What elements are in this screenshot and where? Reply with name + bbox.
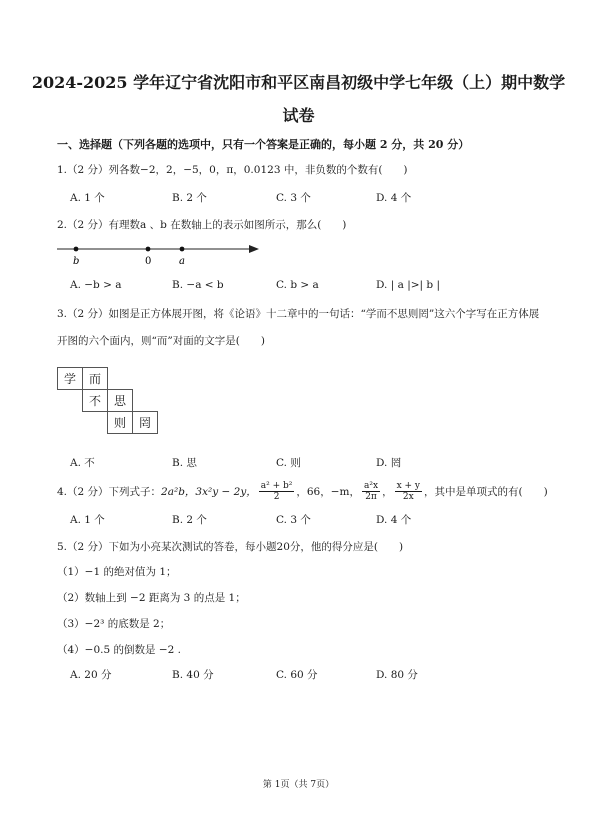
net-cell-xue: 学: [57, 367, 83, 390]
q3-option-b: B. 思: [172, 457, 197, 469]
q4-option-a: A. 1 个: [70, 514, 105, 526]
paper-title-line2: 试卷: [282, 106, 315, 125]
net-cell-bu: 不: [82, 389, 108, 412]
q4-stem-pre: 4.（2 分）下列式子：: [57, 485, 162, 498]
label-b: b: [73, 256, 80, 267]
q5-item-2: （2）数轴上到 −2 距离为 3 的点是 1；: [57, 592, 246, 604]
cube-net-figure: [57, 367, 167, 447]
question-2-stem: 2.（2 分）有理数a 、b 在数轴上的表示如图所示，那么( ): [57, 219, 347, 231]
q1-option-d: D. 4 个: [376, 192, 412, 204]
q5-item-4: （4）−0.5 的倒数是 −2 .: [57, 644, 182, 656]
point-a: [180, 247, 185, 252]
q4-expr-1: 2a²b，: [161, 485, 196, 498]
q4-expr-3: ，66，−m，: [296, 485, 360, 498]
q4-stem-post: ，其中是单项式的有( ): [424, 485, 548, 498]
point-zero: [146, 247, 151, 252]
net-cell-wang: 罔: [132, 411, 158, 434]
net-cell-si: 思: [107, 389, 133, 412]
q1-option-a: A. 1 个: [70, 192, 105, 204]
label-a: a: [179, 256, 185, 267]
q4-fraction-1: [259, 481, 295, 502]
q3-option-a: A. 不: [70, 457, 95, 469]
question-1-stem: 1.（2 分）列各数−2，2，−5，0，π，0.0123 中，非负数的个数有( ): [57, 164, 408, 176]
q4-fraction-3: [395, 481, 422, 502]
q2-option-d: D. | a |>| b |: [376, 279, 440, 291]
q3-option-c: C. 则: [276, 457, 301, 469]
q4-option-d: D. 4 个: [376, 514, 412, 526]
page-footer: 第 1页（共 7页）: [262, 780, 335, 790]
q5-option-c: C. 60 分: [276, 669, 318, 681]
question-3-stem-line1: 3.（2 分）如图是正方体展开图，将《论语》十二章中的一句话：“学而不思则罔”这六个字写在正方体展: [57, 308, 540, 320]
q1-option-c: C. 3 个: [276, 192, 311, 204]
question-3-stem-line2: 开图的六个面内，则“而”对面的文字是( ): [57, 335, 265, 347]
q4-fraction-1-den: 2: [273, 491, 280, 502]
q5-option-a: A. 20 分: [70, 669, 112, 681]
q1-option-b: B. 2 个: [172, 192, 207, 204]
q4-option-c: C. 3 个: [276, 514, 311, 526]
q4-fraction-1-num: a² + b²: [260, 480, 293, 491]
q2-option-a: A. −b > a: [70, 279, 122, 291]
q5-item-1: （1）−1 的绝对值为 1；: [57, 566, 177, 578]
question-4-stem: [57, 475, 548, 507]
paper-title-line1: 2024-2025 学年辽宁省沈阳市和平区南昌初级中学七年级（上）期中数学: [31, 73, 566, 92]
q4-fraction-2: [362, 481, 380, 502]
q5-option-b: B. 40 分: [172, 669, 214, 681]
q3-option-d: D. 罔: [376, 457, 402, 469]
q4-fraction-2-den: 2π: [365, 491, 377, 502]
net-cell-er: 而: [82, 367, 108, 390]
q2-option-c: C. b > a: [276, 279, 319, 291]
q4-expr-4: ，: [382, 485, 393, 498]
q2-option-b: B. −a < b: [172, 279, 224, 291]
question-5-stem: 5.（2 分）下如为小亮某次测试的答卷，每小题20分，他的得分应是( ): [57, 541, 404, 553]
q5-item-3: （3）−2³ 的底数是 2；: [57, 618, 171, 630]
q5-option-d: D. 80 分: [376, 669, 418, 681]
number-line-figure: [55, 240, 265, 270]
section-heading: 一、选择题（下列各题的选项中，只有一个答案是正确的，每小题 2 分，共 20 分）: [57, 138, 470, 151]
label-zero: 0: [145, 256, 152, 267]
q4-fraction-3-den: 2x: [402, 491, 414, 502]
q4-fraction-2-num: a²x: [364, 480, 379, 491]
q4-option-b: B. 2 个: [172, 514, 207, 526]
q4-expr-2: 3x²y − 2y，: [195, 485, 257, 498]
point-b: [74, 247, 79, 252]
net-cell-ze: 则: [107, 411, 133, 434]
number-line-arrow: [249, 245, 259, 253]
q4-fraction-3-num: x + y: [396, 480, 420, 491]
